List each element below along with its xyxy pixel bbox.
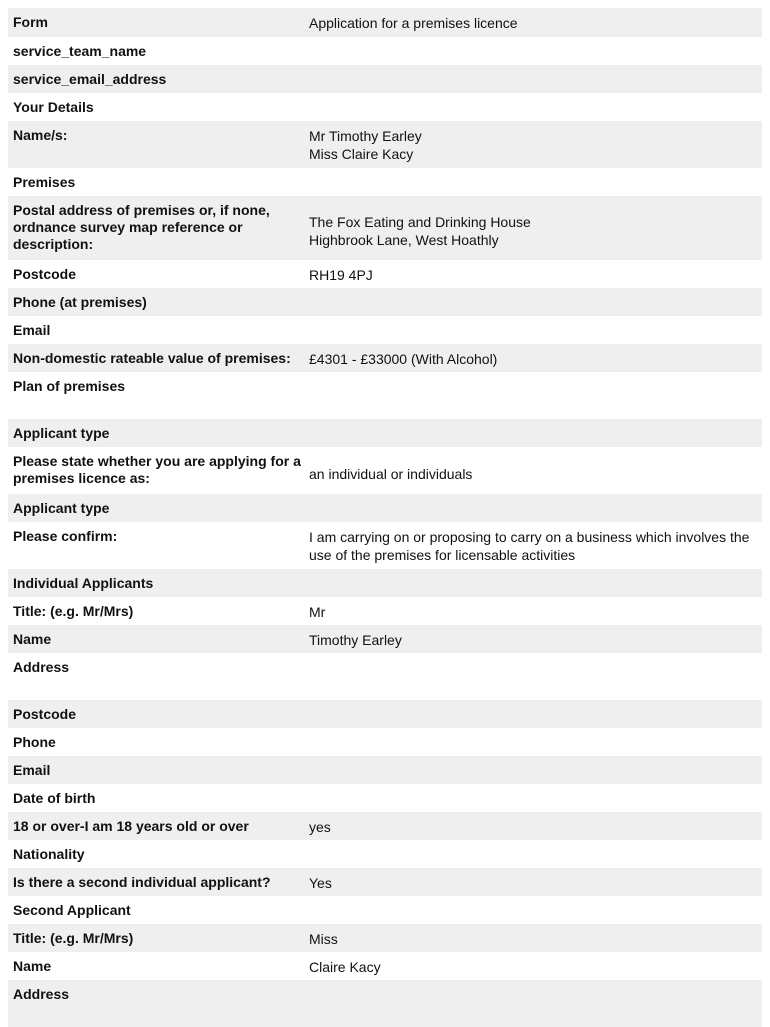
- row-rateable-value: [8, 344, 762, 372]
- field-label: Form: [13, 14, 48, 30]
- field-label: Please confirm:: [13, 528, 118, 544]
- section-second-applicant: [8, 896, 762, 924]
- section-heading: Individual Applicants: [13, 575, 154, 591]
- field-label: service_team_name: [13, 43, 147, 59]
- field-value: £4301 - £33000 (With Alcohol): [309, 351, 498, 367]
- section-premises: [8, 168, 762, 196]
- row-applying-as: [8, 447, 762, 494]
- row-name: [8, 625, 762, 653]
- row-phone-at-premises: [8, 288, 762, 316]
- field-value: an individual or individuals: [309, 465, 473, 482]
- field-label: Date of birth: [13, 790, 96, 806]
- field-label: 18 or over-I am 18 years old or over: [13, 818, 249, 834]
- section-your-details: [8, 93, 762, 121]
- field-label: Postcode: [13, 706, 77, 722]
- field-value: Yes: [309, 875, 332, 891]
- field-value: [308, 322, 762, 344]
- field-value: [308, 902, 762, 924]
- row-names: [8, 121, 762, 168]
- field-value: I am carrying on or proposing to carry on a business which involves the use of the premises for licensable activities: [309, 529, 750, 563]
- field-label: Nationality: [13, 846, 85, 862]
- field-value: [308, 174, 762, 196]
- field-label: Address: [13, 986, 70, 1002]
- field-label: Please state whether you are applying for a premises licence as:: [13, 453, 301, 486]
- field-label: service_email_address: [13, 71, 167, 87]
- field-value: [308, 846, 762, 868]
- field-value: [308, 659, 762, 700]
- field-label: Name/s:: [13, 127, 68, 143]
- row-applicant-email: [8, 756, 762, 784]
- field-label: Title: (e.g. Mr/Mrs): [13, 930, 134, 946]
- row-postcode: [8, 260, 762, 288]
- field-label: Is there a second individual applicant?: [13, 874, 271, 890]
- field-label: Address: [13, 659, 70, 675]
- field-label: Email: [13, 762, 51, 778]
- row-address: [8, 653, 762, 700]
- row-title: [8, 597, 762, 625]
- section-heading: Second Applicant: [13, 902, 131, 918]
- field-value: yes: [309, 819, 331, 835]
- field-value: [308, 986, 762, 1027]
- field-value: [308, 762, 762, 784]
- row-nationality: [8, 840, 762, 868]
- row-second-applicant-question: [8, 868, 762, 896]
- row-service-email-address: [8, 65, 762, 93]
- section-applicant-type-2: [8, 494, 762, 522]
- field-label: Name: [13, 958, 52, 974]
- field-label: Non-domestic rateable value of premises:: [13, 350, 291, 366]
- field-label: Name: [13, 631, 52, 647]
- row-18-or-over: [8, 812, 762, 840]
- field-value: Miss: [309, 931, 338, 947]
- row-applicant-phone: [8, 728, 762, 756]
- field-value: [308, 378, 762, 419]
- row-second-address: [8, 980, 762, 1027]
- field-value: RH19 4PJ: [309, 267, 373, 283]
- field-value: [308, 71, 762, 93]
- field-value: [308, 790, 762, 812]
- field-value: [308, 425, 762, 447]
- field-value: Mr: [309, 604, 326, 620]
- row-postal-address: [8, 196, 762, 260]
- field-value: Timothy Earley: [309, 632, 402, 648]
- row-service-team-name: [8, 37, 762, 65]
- field-label: Phone (at premises): [13, 294, 147, 310]
- field-value: Application for a premises licence: [309, 15, 518, 31]
- row-date-of-birth: [8, 784, 762, 812]
- row-second-title: [8, 924, 762, 952]
- row-plan-of-premises: [8, 372, 762, 419]
- section-heading: Premises: [13, 174, 76, 190]
- field-value: [308, 43, 762, 65]
- field-value: [308, 734, 762, 756]
- field-value: Mr Timothy Earley Miss Claire Kacy: [309, 128, 422, 162]
- row-email: [8, 316, 762, 344]
- row-please-confirm: [8, 522, 762, 569]
- row-applicant-postcode: [8, 700, 762, 728]
- row-second-name: [8, 952, 762, 980]
- field-label: Postcode: [13, 266, 77, 282]
- field-value: [308, 706, 762, 728]
- field-label: Phone: [13, 734, 56, 750]
- section-heading: Applicant type: [13, 500, 110, 516]
- field-value: Claire Kacy: [309, 959, 381, 975]
- field-value: [308, 575, 762, 597]
- row-form: [8, 8, 762, 37]
- field-value: The Fox Eating and Drinking House Highbrook Lane, West Hoathly: [309, 214, 531, 248]
- field-value: [308, 294, 762, 316]
- field-value: [308, 500, 762, 522]
- form-summary-table: [8, 8, 762, 1027]
- field-value: [308, 99, 762, 121]
- section-heading: Your Details: [13, 99, 94, 115]
- field-label: Title: (e.g. Mr/Mrs): [13, 603, 134, 619]
- field-label: Plan of premises: [13, 378, 126, 394]
- field-label: Postal address of premises or, if none, ordnance survey map reference or description:: [13, 202, 270, 252]
- field-label: Email: [13, 322, 51, 338]
- section-heading: Applicant type: [13, 425, 110, 441]
- section-applicant-type: [8, 419, 762, 447]
- section-individual-applicants: [8, 569, 762, 597]
